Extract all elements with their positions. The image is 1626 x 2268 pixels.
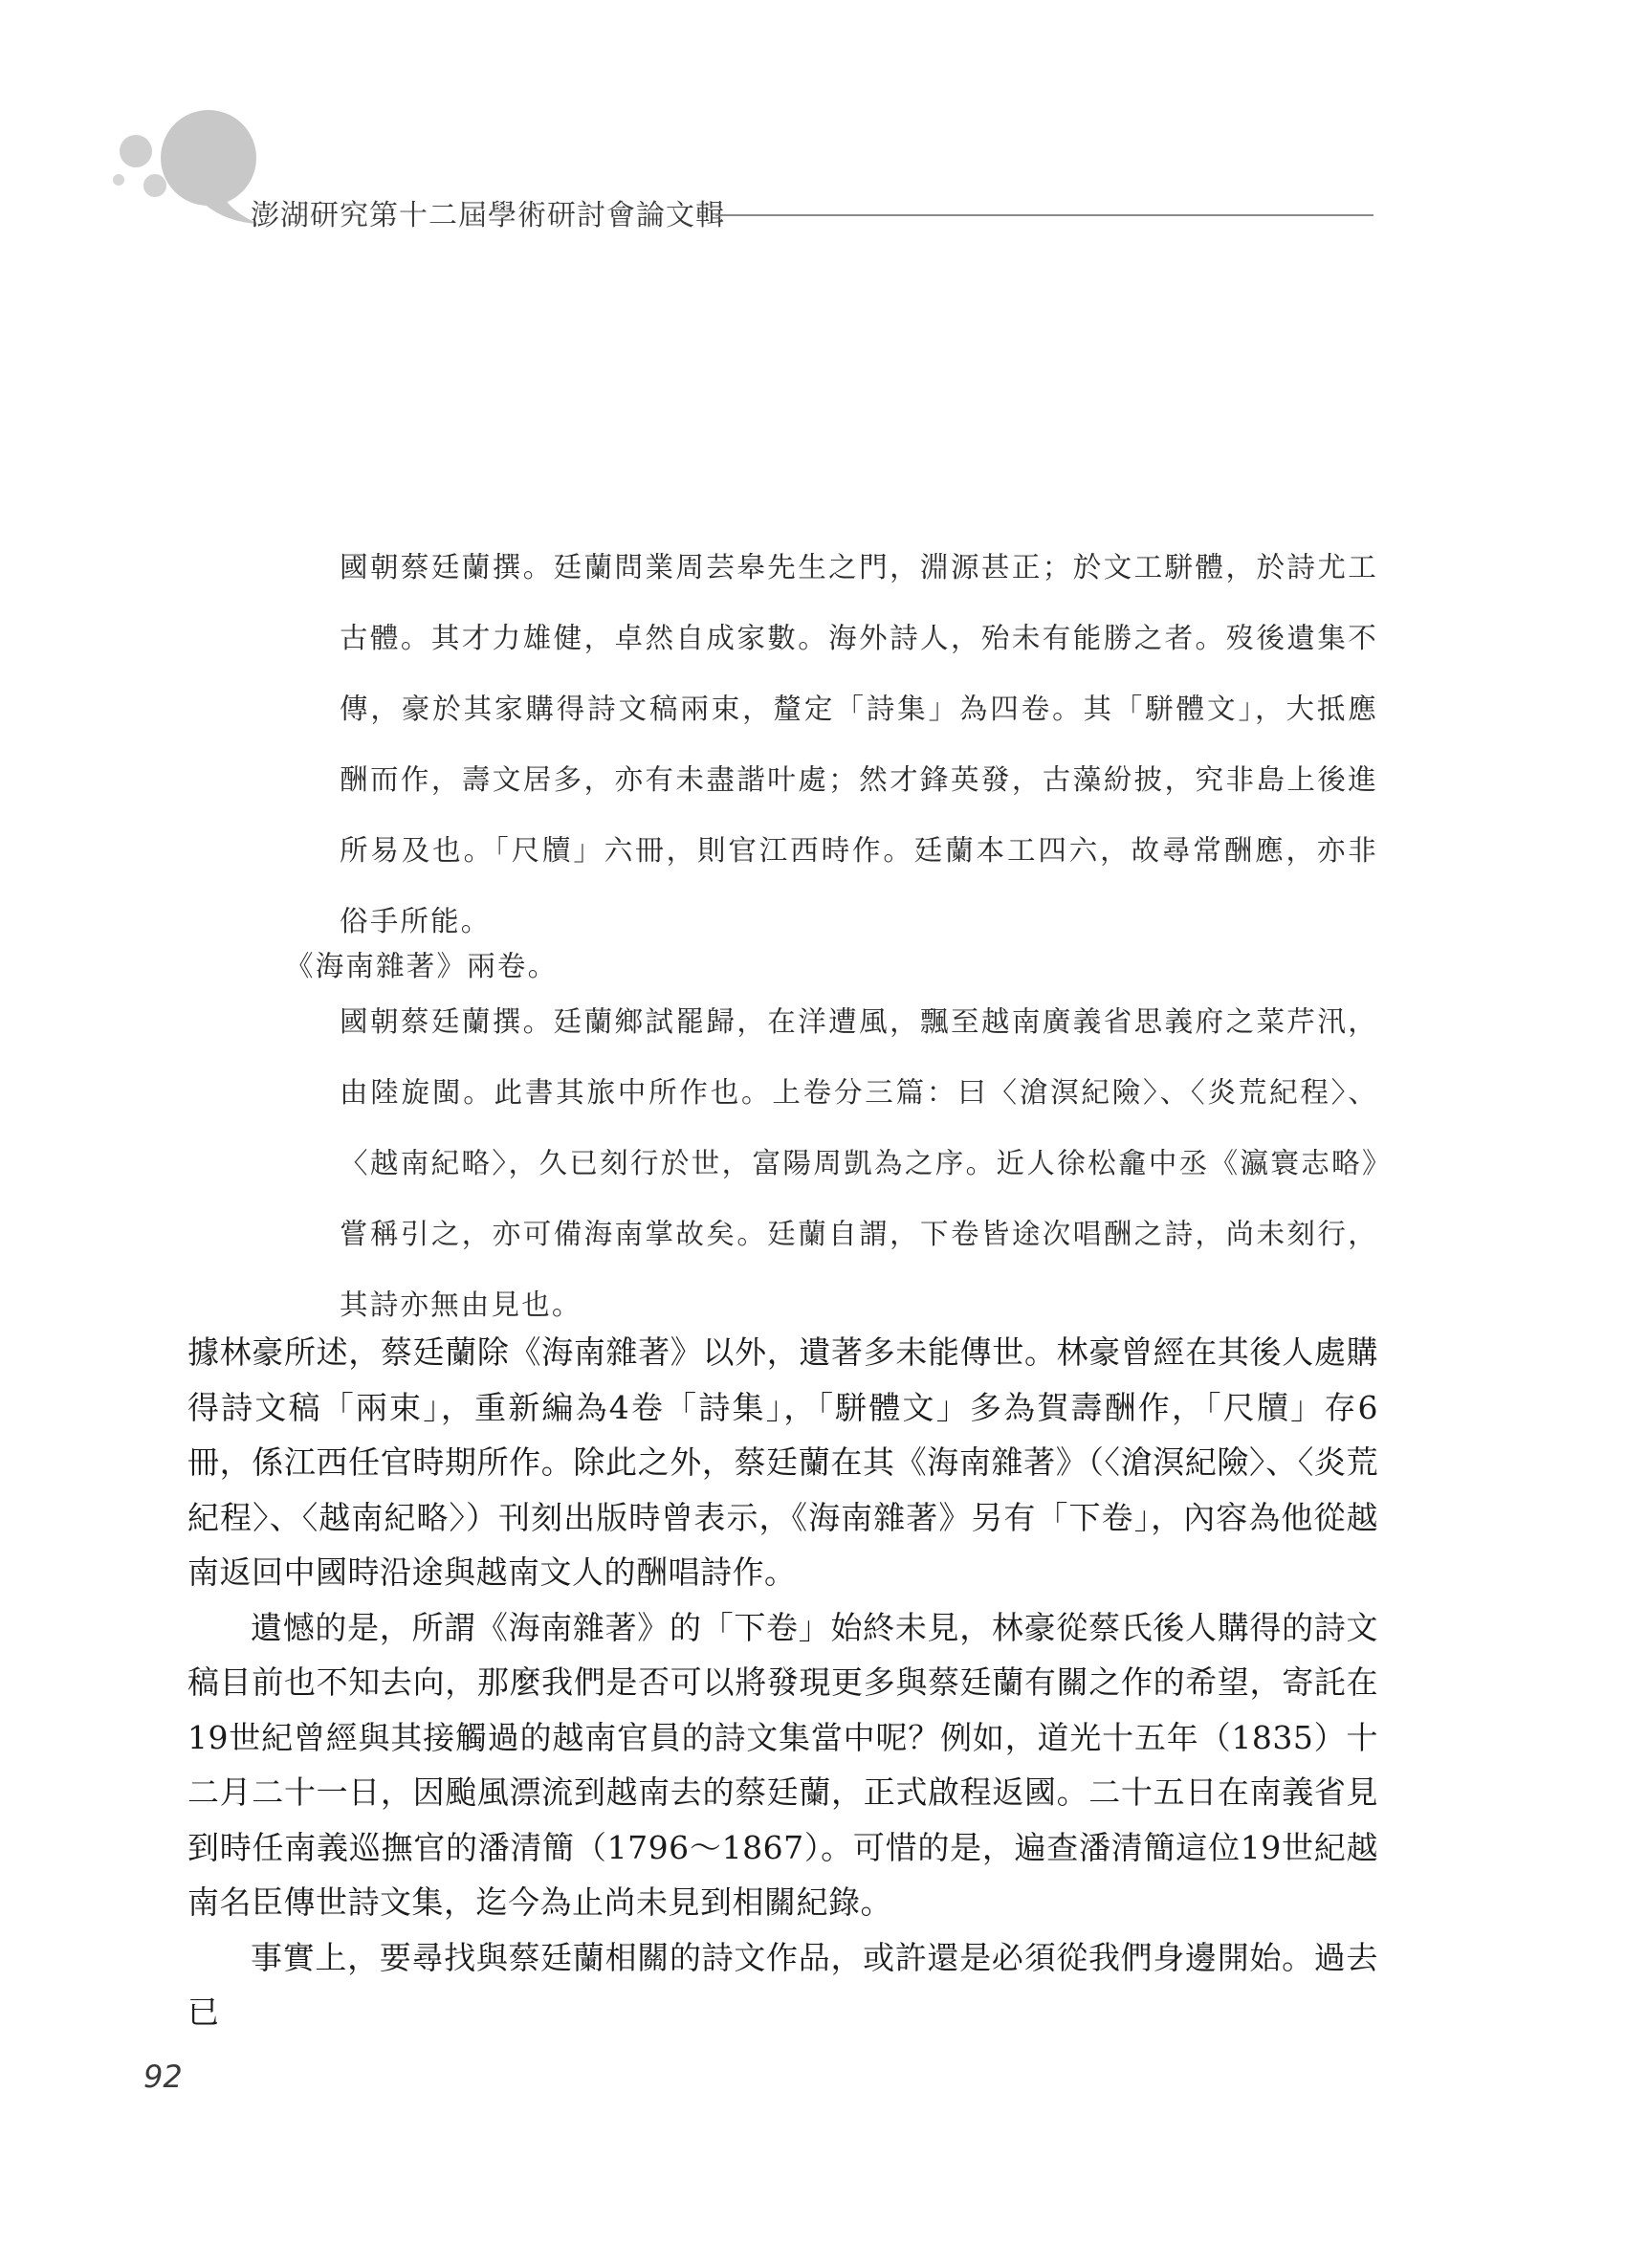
header-rule	[715, 214, 1373, 216]
speech-bubble-logo-icon	[105, 105, 268, 230]
body-paragraph: 遺憾的是，所謂《海南雜著》的「下卷」始終未見，林豪從蔡氏後人購得的詩文稿目前也不知去向，那麼我們是否可以將發現更多與蔡廷蘭有關之作的希望，寄託在19世紀曾經與其接觸過的越南官員的詩文集當中呢？例如，道光十五年（1835）十二月二十一日，因颱風漂流到越南去的蔡廷蘭，正式啟程返國。二十五日在南義省見到時任南義巡撫官的潘清簡（1796～1867）。可惜的是，遍查潘清簡這位19世紀越南名臣傳世詩文集，迄今為止尚未見到相關紀錄。	[187, 1608, 1378, 1921]
page-number: 92	[143, 2059, 183, 2095]
body-text	[187, 1325, 1378, 2040]
entry-title: 《海南雜著》兩卷。	[285, 950, 559, 982]
body-paragraph: 事實上，要尋找與蔡廷蘭相關的詩文作品，或許還是必須從我們身邊開始。過去已	[187, 1938, 1378, 2031]
block-quote-hainan	[340, 986, 1378, 1340]
block-quote-shiji	[340, 532, 1378, 957]
quote-text: 國朝蔡廷蘭撰。廷蘭問業周芸皋先生之門，淵源甚正；於文工駢體，於詩尤工古體。其才力雄健，卓然自成家數。海外詩人，殆未有能勝之者。歿後遺集不傳，豪於其家購得詩文稿兩束，釐定「詩集」為四卷。其「駢體文」，大抵應酬而作，壽文居多，亦有未盡諧叶處；然才鋒英發，古藻紛披，究非島上後進所易及也。「尺牘」六冊，則官江西時作。廷蘭本工四六，故尋常酬應，亦非俗手所能。	[340, 551, 1378, 937]
running-title: 澎湖研究第十二屆學術研討會論文輯	[251, 199, 725, 232]
quote-text: 國朝蔡廷蘭撰。廷蘭鄉試罷歸，在洋遭風，飄至越南廣義省思義府之菜芹汛，由陸旋閩。此書其旅中所作也。上卷分三篇：曰〈滄溟紀險〉、〈炎荒紀程〉、〈越南紀略〉，久已刻行於世，富陽周凱為之序。近人徐松龕中丞《瀛寰志略》嘗稱引之，亦可備海南掌故矣。廷蘭自謂，下卷皆途次唱酬之詩，尚未刻行，其詩亦無由見也。	[340, 1005, 1378, 1321]
body-paragraph: 據林豪所述，蔡廷蘭除《海南雜著》以外，遺著多未能傳世。林豪曾經在其後人處購得詩文稿「兩束」，重新編為4卷「詩集」，「駢體文」多為賀壽酬作，「尺牘」存6冊，係江西任官時期所作。除此之外，蔡廷蘭在其《海南雜著》（〈滄溟紀險〉、〈炎荒紀程〉、〈越南紀略〉）刊刻出版時曾表示，《海南雜著》另有「下卷」，內容為他從越南返回中國時沿途與越南文人的酬唱詩作。	[187, 1333, 1378, 1591]
